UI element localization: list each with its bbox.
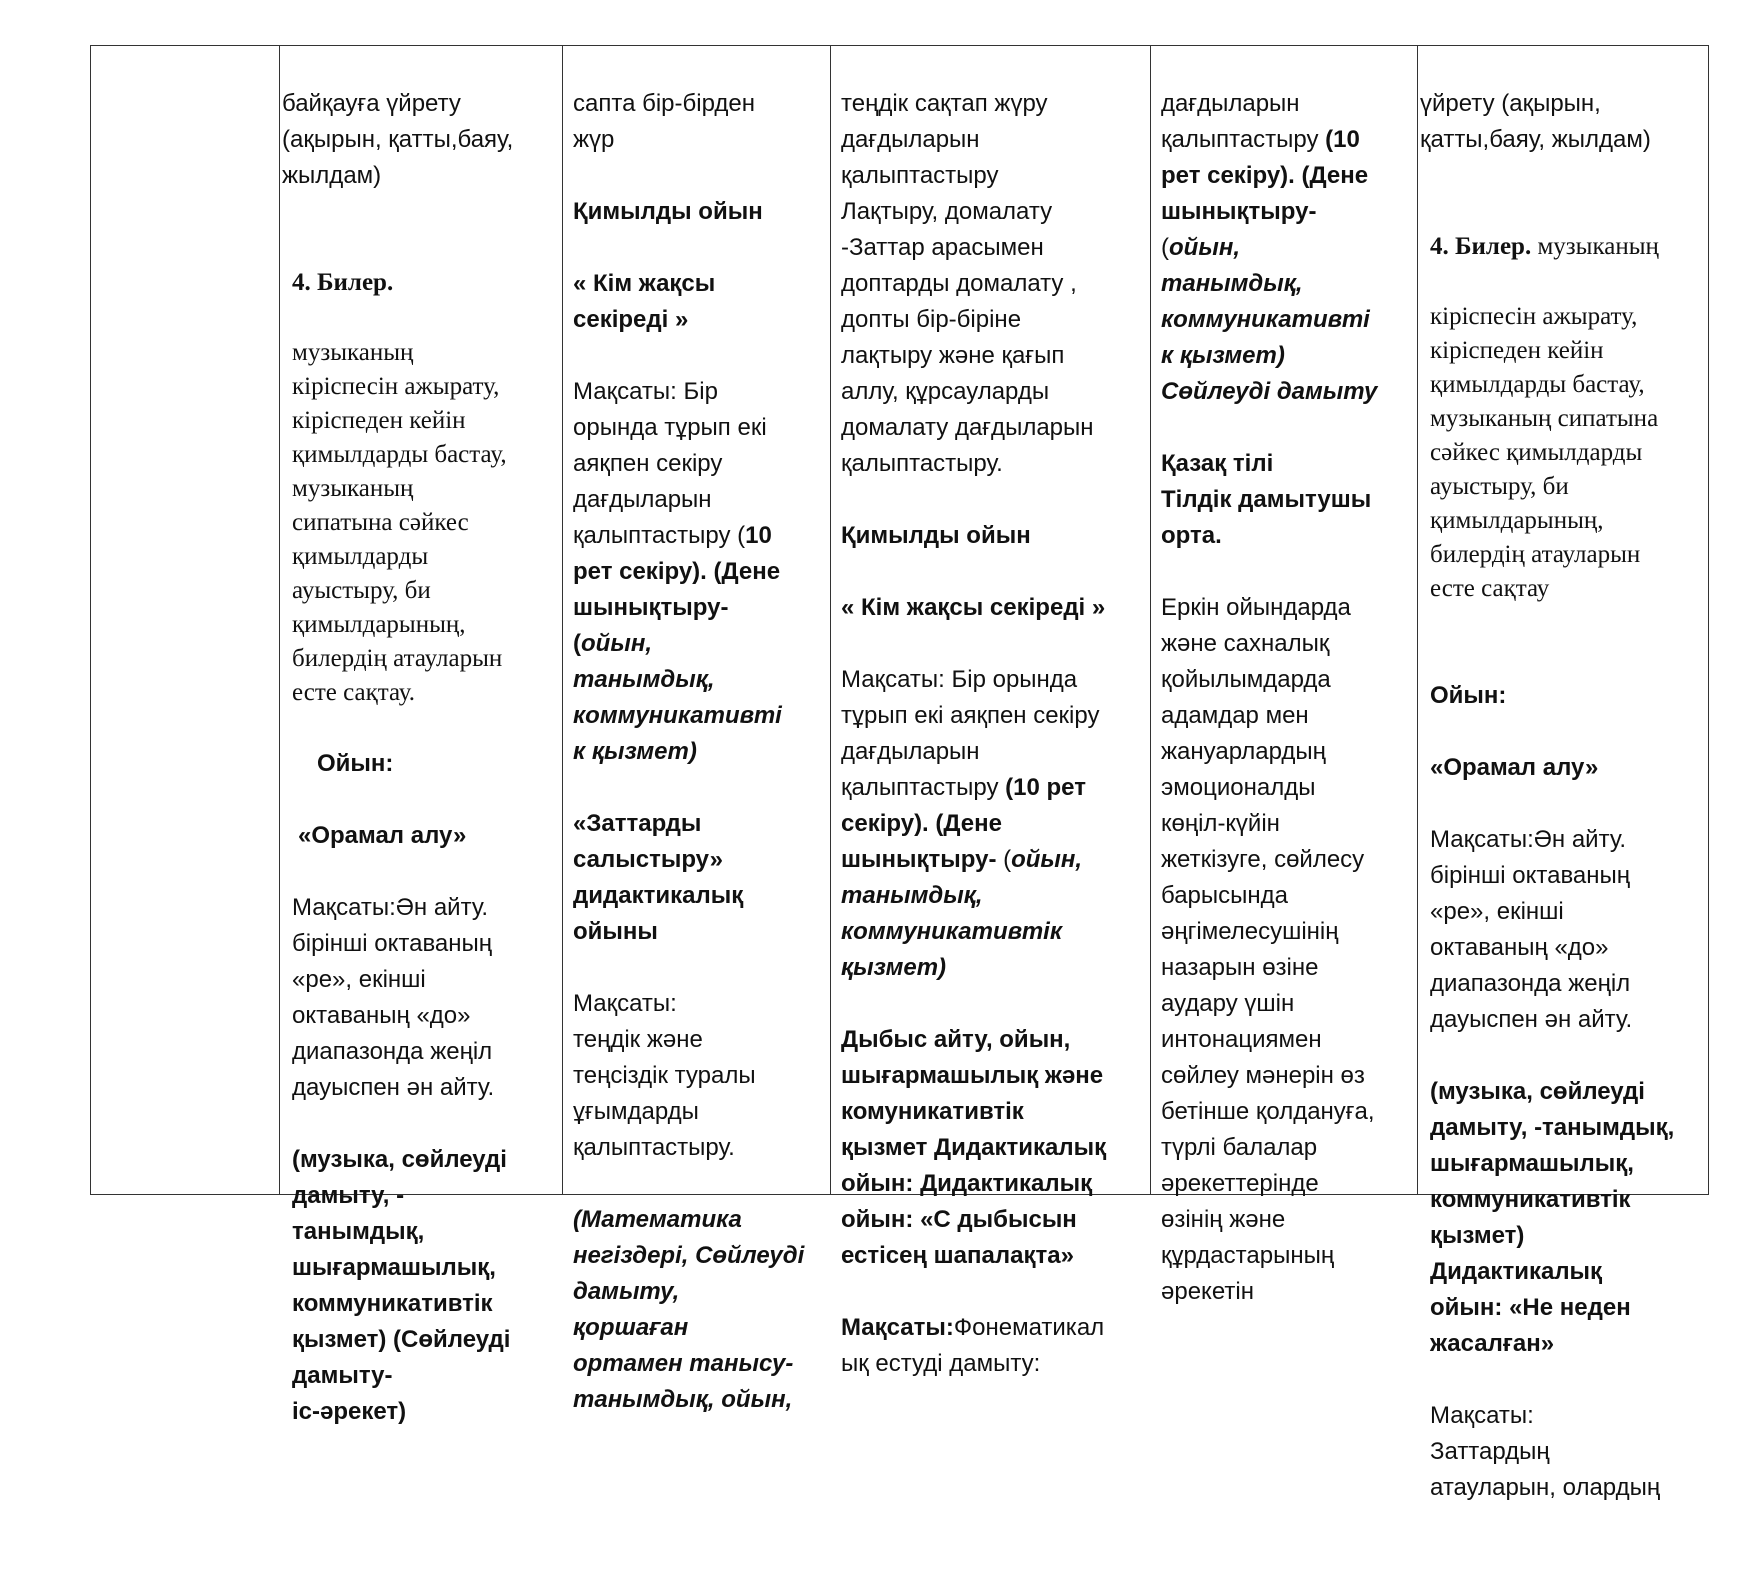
col2-game-name: «Орамал алу»: [298, 822, 467, 849]
col5-intro: дағдыларын қалыптастыру: [1161, 90, 1319, 153]
col2-serif-text: музыканың кіріспесін ажырату, кіріспеден кейін қимылдарды бастау, музыканың сипатына сәйкес қимылдарды ауыстыру, би қимылдарының, билердің атауларын есте сақтау.: [292, 339, 507, 706]
col2-intro: байқауға үйрету (ақырын, қатты,баяу, жылдам): [282, 90, 514, 189]
col2-bold-tail: (музыка, сөйлеуді дамыту, - танымдық, шығармашылық, коммуникативтік қызмет) (Сөйлеуді дамыту- іс-әрекет): [292, 1146, 511, 1425]
col6-heading: 4. Билер.: [1430, 233, 1532, 260]
col6-serif-text: кіріспесін ажырату, кіріспеден кейін қимылдарды бастау, музыканың сипатына сәйкес қимылдарды ауыстыру, би қимылдарының, билердің атауларын есте сақтау: [1430, 303, 1659, 602]
col5-intro-bold: (10 рет секіру). (Дене шынықтыру-: [1161, 126, 1369, 225]
col3-italic-tail: (Математика негіздері, Сөйлеуді дамыту, қоршаған ортамен танысу- танымдық, ойын,: [573, 1206, 805, 1413]
col4-activity-types: ойын, танымдық, коммуникативтік қызмет): [841, 846, 1083, 981]
col6-game-label: Ойын:: [1430, 682, 1507, 709]
col5-body: Еркін ойындарда және сахналық қойылымдарда адамдар мен жануарлардың эмоционалды көңіл-күйін жеткізуге, сөйлесу барысында әңгімелесушінің назарын өзіне аудару үшін интонациямен сөйлеу мәнерін өз бетінше қолдануға, түрлі балалар әрекеттерінде өзінің және құрдастарының әрекетін: [1161, 594, 1375, 1305]
col4-game-label: Қимылды ойын: [841, 522, 1031, 549]
col5-paren: (: [1161, 234, 1169, 261]
col3-game-label: Қимылды ойын: [573, 198, 763, 225]
col4-goal: Мақсаты: Бір орында тұрып екі аяқпен секіру дағдыларын қалыптастыру: [841, 666, 1100, 801]
col3-paren: (: [573, 630, 581, 657]
table-column-2: [280, 46, 563, 1425]
col2-heading: 4. Билер.: [292, 269, 394, 296]
col6-goal2: Мақсаты: Заттардың атауларын, олардың: [1430, 1402, 1661, 1501]
col3-game2: «Заттарды салыстыру» дидактикалық ойыны: [573, 810, 744, 945]
col4-goal-bold: (10 рет секіру). (Дене шынықтыру-: [841, 774, 1086, 873]
col2-game-label: Ойын:: [317, 750, 394, 777]
col6-goal: Мақсаты:Ән айту. бірінші октаваның «ре», екінші октаваның «до» диапазонда жеңіл дауыспен ән айту.: [1430, 826, 1633, 1033]
plan-table: [90, 45, 1709, 1501]
col3-activity-types: ойын, танымдық, коммуникативті к қызмет): [573, 630, 782, 765]
col6-bold-tail: (музыка, сөйлеуді дамыту, -танымдық, шығармашылық, коммуникативтік қызмет) Дидактикалық ойын: «Не неден жасалған»: [1430, 1078, 1675, 1357]
col4-sound-b: , ойын, шығармашылық және комуникативтік қызмет Дидактикалық ойын: Дидактикалық ойын: «С дыбысын естісең шапалақта»: [841, 1026, 1107, 1269]
col4-goal2-text: Фонематикал ық естуді дамыту:: [841, 1314, 1105, 1377]
col3-goal: Мақсаты: Бір орында тұрып екі аяқпен секіру дағдыларын қалыптастыру (: [573, 378, 767, 549]
col6-game-name: «Орамал алу»: [1430, 754, 1599, 781]
col4-game-name: « Кім жақсы секіреді »: [841, 594, 1106, 621]
table-column-4: [831, 46, 1151, 1377]
col3-goal-bold: 10 рет секіру). (Дене шынықтыру-: [573, 522, 781, 621]
table-column-3: [563, 46, 831, 1413]
col3-intro: сапта бір-бірден жүр: [573, 90, 755, 153]
table-column-5: [1151, 46, 1418, 1305]
col6-intro: үйрету (ақырын, қатты,баяу, жылдам): [1420, 90, 1651, 153]
col6-heading-tail: музыканың: [1531, 233, 1659, 260]
col4-intro: теңдік сақтап жүру дағдыларын қалыптастыру Лақтыру, домалату -Заттар арасымен доптарды домалату , допты бір-біріне лақтыру және қағып аллу, құрсауларды домалату дағдыларын қалыптастыру.: [841, 90, 1094, 477]
col3-goal2: Мақсаты: теңдік және теңсіздік туралы ұғымдарды қалыптастыру.: [573, 990, 756, 1161]
col4-goal2-label: Мақсаты:: [841, 1314, 954, 1341]
col4-paren: (: [1003, 846, 1012, 873]
table-column-6: [1418, 46, 1708, 1501]
col2-goal: Мақсаты:Ән айту. бірінші октаваның «ре», екінші октаваның «до» диапазонда жеңіл дауыспен ән айту.: [292, 894, 495, 1101]
col5-activity-types: ойын, танымдық, коммуникативті к қызмет) Сөйлеуді дамыту: [1161, 234, 1378, 405]
col5-bold-block: Қазақ тілі Тілдік дамытушы орта.: [1161, 450, 1372, 549]
table-column-1: [91, 46, 280, 1194]
col3-game-name: « Кім жақсы секіреді »: [573, 270, 716, 333]
col4-sound-a: Дыбыс айту: [841, 1026, 986, 1053]
